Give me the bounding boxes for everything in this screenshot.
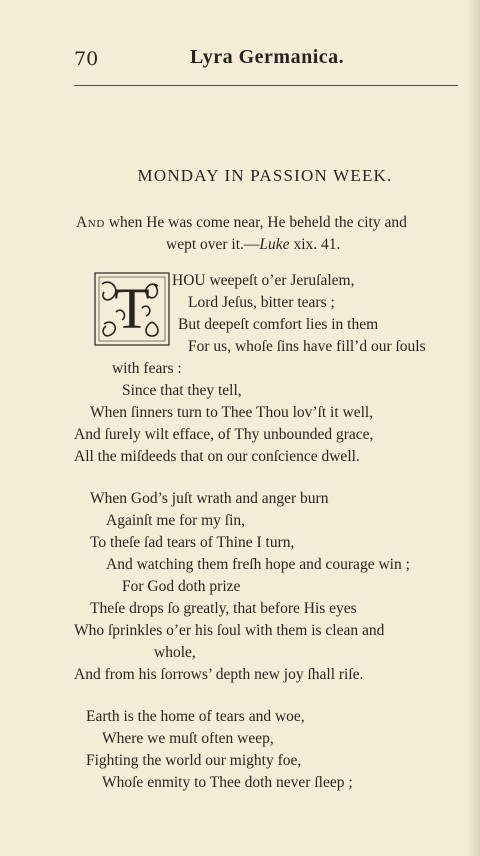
epigraph-line-1-text: when He was come near, He beheld the city and	[104, 214, 407, 231]
verse-line: Againſt me for my ſin,	[106, 512, 246, 529]
verse-line: When ſinners turn to Thee Thou lov’ſt it well,	[90, 404, 374, 421]
verse-line: Whoſe enmity to Thee doth never ſleep ;	[102, 774, 353, 791]
drop-cap-letter: T	[114, 276, 150, 341]
epigraph-line-1	[76, 214, 407, 232]
verse-line: Fighting the world our mighty foe,	[86, 752, 302, 769]
verse-line: And ſurely wilt efface, of Thy unbounded grace,	[74, 426, 374, 443]
epigraph-line-2	[166, 236, 340, 254]
running-head	[0, 44, 480, 74]
verse-line: Lord Jeſus, bitter tears ;	[188, 294, 335, 311]
epigraph-smallcaps: And	[76, 214, 105, 231]
verse-line: Theſe drops ſo greatly, that before His eyes	[90, 600, 357, 617]
epigraph-line-2-after: xix. 41.	[289, 236, 341, 253]
header-rule	[74, 85, 458, 86]
verse-line: Since that they tell,	[122, 382, 242, 399]
verse-line: Where we muſt often weep,	[102, 730, 274, 747]
epigraph-reference-book: Luke	[259, 236, 290, 253]
verse-line: Earth is the home of tears and woe,	[86, 708, 305, 725]
page-edge-shadow	[466, 0, 480, 856]
verse-line: with fears :	[112, 360, 182, 377]
verse-line: All the miſdeeds that on our conſcience dwell.	[74, 448, 360, 465]
verse-line: Who ſprinkles o’er his ſoul with them is clean and	[74, 622, 385, 639]
ornament-icon	[94, 272, 170, 346]
section-title: MONDAY IN PASSION WEEK.	[137, 166, 393, 185]
page-number: 70	[74, 48, 99, 70]
epigraph-line-2-before: wept over it.—	[166, 236, 260, 253]
verse-line: When God’s juſt wrath and anger burn	[90, 490, 329, 507]
verse-line: For God doth prize	[122, 578, 241, 595]
decorated-initial	[94, 272, 170, 346]
verse-line: And watching them freſh hope and courage win ;	[106, 556, 410, 573]
verse-line: HOU weepeſt o’er Jeruſalem,	[172, 272, 355, 289]
verse-line: whole,	[154, 644, 196, 661]
running-title: Lyra Germanica.	[190, 46, 345, 68]
verse-line: But deepeſt comfort lies in them	[178, 316, 379, 333]
verse-line: For us, whoſe ſins have fill’d our ſouls	[188, 338, 426, 355]
verse-line: To theſe ſad tears of Thine I turn,	[90, 534, 295, 551]
verse-line: And from his ſorrows’ depth new joy ſhall riſe.	[74, 666, 364, 683]
